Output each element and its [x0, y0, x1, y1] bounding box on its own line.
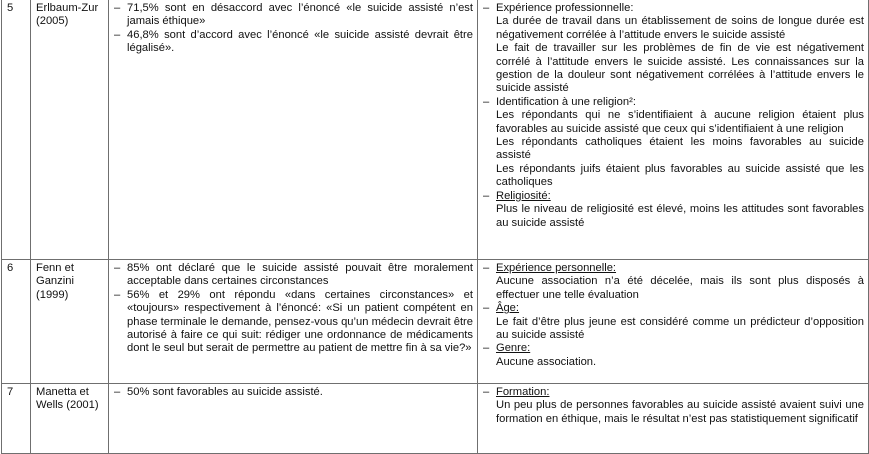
results-list: [114, 262, 473, 356]
factor-heading: – Formation:: [496, 386, 550, 398]
factor-item: [483, 2, 864, 96]
table-row: [2, 0, 869, 260]
result-item: – 85% ont déclaré que le suicide assisté pouvait être moralement acceptable dans certaines circonstances: [114, 262, 473, 289]
factor-line: Les répondants juifs étaient plus favorables au suicide assisté que les catholiques: [496, 162, 864, 189]
factor-heading: – Genre:: [496, 342, 531, 355]
factors-list: [483, 2, 864, 230]
factor-item: [483, 190, 864, 230]
factors-list: [483, 262, 864, 369]
factor-line: Plus le niveau de religiosité est élevé, moins les attitudes sont favorables au suicide assisté: [496, 203, 864, 229]
studies-table: [1, 0, 869, 454]
result-item: – 71,5% sont en désaccord avec l’énoncé «le suicide assisté n’est jamais éthique»: [114, 2, 473, 29]
author-cell: Manetta et Wells (2001): [31, 384, 109, 454]
factor-heading: – Identification à une religion²:: [496, 95, 636, 108]
factor-item: [483, 96, 864, 190]
results-list: [114, 386, 473, 399]
factor-line: Les répondants catholiques étaient les moins favorables au suicide assisté: [496, 136, 864, 162]
table-row: [2, 260, 869, 384]
results-cell: [109, 260, 478, 384]
results-cell: [109, 0, 478, 260]
factors-cell: [478, 260, 869, 384]
factors-list: [483, 386, 864, 426]
factor-line: Aucune association n’a été décelée, mais ils sont plus disposés à effectuer une telle évaluation: [496, 275, 864, 301]
results-cell: [109, 384, 478, 454]
author-cell: Erlbaum-Zur (2005): [31, 0, 109, 260]
factor-heading: – Expérience professionnelle:: [496, 2, 634, 14]
result-item: – 50% sont favorables au suicide assisté.: [114, 386, 473, 399]
factor-heading: – Âge:: [496, 302, 520, 315]
row-number: 5: [2, 0, 31, 260]
factor-heading: – Expérience personnelle:: [496, 262, 617, 274]
factor-line: Le fait d’être plus jeune est considéré comme un prédicteur d’opposition au suicide assisté: [496, 315, 864, 342]
factor-line: Un peu plus de personnes favorables au suicide assisté avaient suivi une formation en éthique, mais le résultat n’est pas statistiquement significatif: [496, 399, 864, 425]
factor-line: Les répondants qui ne s’identifiaient à aucune religion étaient plus favorables au suicide assisté que ceux qui s’identifiaient à une religion: [496, 109, 864, 135]
factors-cell: [478, 0, 869, 260]
factor-item: [483, 302, 864, 342]
factor-heading: – Religiosité:: [496, 189, 551, 202]
factor-line: Aucune association.: [496, 355, 597, 368]
result-item: – 46,8% sont d’accord avec l’énoncé «le suicide assisté devrait être légalisé».: [114, 29, 473, 56]
factors-cell: [478, 384, 869, 454]
results-list: [114, 2, 473, 56]
table-row: [2, 384, 869, 454]
factor-item: [483, 342, 864, 369]
author-cell: Fenn et Ganzini (1999): [31, 260, 109, 384]
result-item: – 56% et 29% ont répondu «dans certaines circonstances» et «toujours» respectivement à l’énoncé: «Si un patient compétent en phase terminale le demande, pensez-vous qu’un médecin devrait être autorisé à faire ce qui suit: rédiger une ordonnance de médicaments dont le seul but serait de permettre au patient de mettre fin à sa vie?»: [114, 289, 473, 356]
factor-item: [483, 386, 864, 426]
row-number: 6: [2, 260, 31, 384]
factor-item: [483, 262, 864, 302]
factor-line: La durée de travail dans un établissement de soins de longue durée est négativement corrélée à l’attitude envers le suicide assisté: [496, 15, 864, 41]
factor-line: Le fait de travailler sur les problèmes de fin de vie est négativement corrélé à l’attitude envers le suicide assisté. Les connaissances sur la gestion de la douleur sont négativement corrélées à l’attitude envers le suicide assisté: [496, 42, 864, 95]
row-number: 7: [2, 384, 31, 454]
